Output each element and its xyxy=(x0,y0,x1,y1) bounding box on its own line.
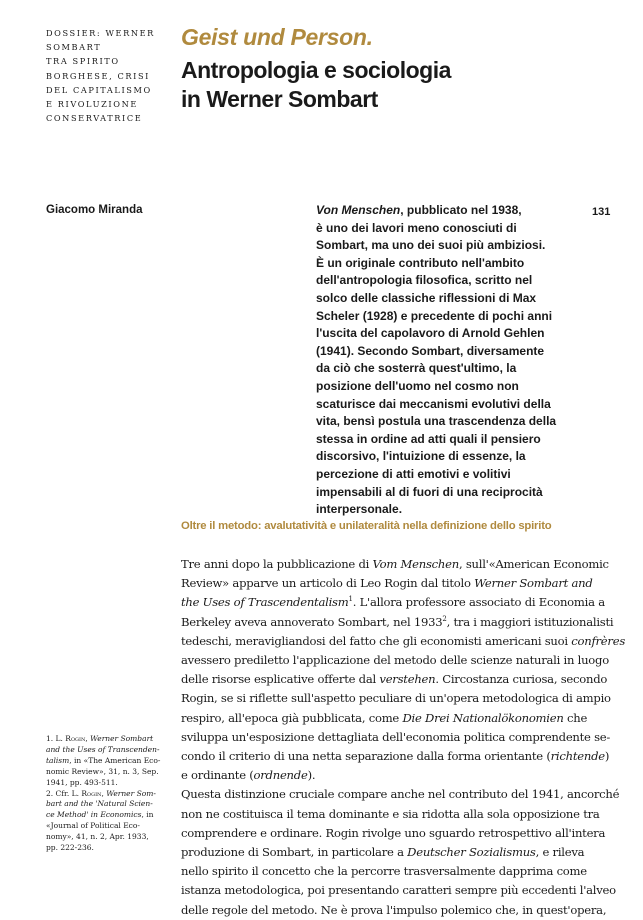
footnote-line: 2. Cfr. L. Rogin, Werner Som- xyxy=(46,788,156,798)
body-line: Berkeley aveva annoverato Sombart, nel 1933$^2$, tra i maggiori istituzionalisti xyxy=(181,614,614,629)
abstract-line: posizione dell'uomo nel cosmo non xyxy=(316,378,519,393)
article-subtitle xyxy=(181,56,451,114)
body-line: comprendere e ordinare. Rogin rivolge uno sguardo retrospettivo all'intera xyxy=(181,825,606,840)
dossier-line: DOSSIER: WERNER xyxy=(46,28,155,38)
dossier-line: TRA SPIRITO xyxy=(46,56,120,67)
abstract-line: da ciò che sosterrà quest'ultimo, la xyxy=(316,361,517,376)
footnote-line: talism, in «The American Eco- xyxy=(46,755,161,765)
abstract xyxy=(316,202,576,519)
abstract-italic: Von Menschen xyxy=(316,203,401,217)
abstract-line: è uno dei lavori meno conosciuti di xyxy=(316,220,517,235)
footnote-line: and the Uses of Transcenden- xyxy=(46,744,160,754)
dossier-line: BORGHESE, CRISI xyxy=(46,70,151,81)
body-line: nello spirito il concetto che la percorre trasversalmente dapprima come xyxy=(181,864,587,879)
body-line: Rogin, se si riflette sull'aspetto peculiare di un'opera metodologica di ampio xyxy=(181,691,611,706)
body-line: produzione di Sombart, in particolare a Deutscher Sozialismus, e rileva xyxy=(181,845,585,860)
abstract-line: Sombart, ma uno dei suoi più ambiziosi. xyxy=(316,238,546,253)
abstract-line: percezione di atti emotivi e volitivi xyxy=(316,466,511,481)
footnote-line: nomic Review», 31, n. 3, Sep. xyxy=(46,766,159,776)
page-number: 131 xyxy=(592,206,611,218)
body-line: tedeschi, meravigliandosi del fatto che gli economisti americani suoi confrères xyxy=(181,633,626,648)
footnote-line: 1941, pp. 493-511. xyxy=(46,777,118,787)
body-line: respiro, all'epoca già pubblicata, come Die Drei Nationalökonomien che xyxy=(181,710,588,725)
footnote-line: 1. L. Rogin, Werner Sombart xyxy=(46,734,154,743)
body-line: delle risorse esplicative offerte dal verstehen. Circostanza curiosa, secondo xyxy=(181,672,608,687)
footnote-ref[interactable]: 1 xyxy=(348,595,353,604)
footnote-line: nomy», 41, n. 2, Apr. 1933, xyxy=(46,832,149,842)
abstract-line: vita, bensì postula una trascendenza della xyxy=(316,414,557,429)
footnote-line: bart and the 'Natural Scien- xyxy=(46,799,153,809)
section-heading: Oltre il metodo: avalutatività e unilateralità nella definizione dello spirito xyxy=(181,520,552,532)
abstract-text: , pubblicato nel 1938, xyxy=(400,203,522,217)
dossier-line: E RIVOLUZIONE xyxy=(46,99,138,110)
abstract-line: Scheler (1928) e precedente di pochi anni xyxy=(316,308,553,323)
abstract-line: l'uscita del capolavoro di Arnold Gehlen xyxy=(316,326,545,341)
body-line: sviluppa un'esposizione dettagliata dell'economia politica comprendente se- xyxy=(181,729,611,744)
abstract-line: interpersonale. xyxy=(316,502,403,517)
abstract-line: discorsivo, l'intuizione di essenze, la xyxy=(316,449,526,464)
abstract-line: scaturisce dai meccanismi evolutivi della xyxy=(316,396,551,411)
body-line: Review» apparve un articolo di Leo Rogin dal titolo Werner Sombart and xyxy=(181,576,593,591)
footnote-line: ce Method' in Economics, in xyxy=(46,810,154,820)
article-title: Geist und Person. xyxy=(181,24,373,50)
body-line: istanza metodologica, poi presentando caratteri sempre più eccedenti l'alveo xyxy=(181,883,616,898)
body-line: delle regole del metodo. Ne è prova l'impulso polemico che, in quest'opera, xyxy=(181,902,607,917)
author-name: Giacomo Miranda xyxy=(46,204,143,216)
body-line: avessero prediletto l'applicazione del metodo delle scienze naturali in luogo xyxy=(181,653,609,668)
subtitle-line: Antropologia e sociologia xyxy=(181,57,451,83)
dossier-line: DEL CAPITALISMO xyxy=(46,84,152,95)
dossier-line: CONSERVATRICE xyxy=(46,113,143,124)
abstract-line: È un originale contributo nell'ambito xyxy=(316,255,525,270)
abstract-line: solco delle classiche riflessioni di Max xyxy=(316,290,537,305)
abstract-line: dell'antropologia filosofica, scritto nel xyxy=(316,273,533,288)
body-line: condo il criterio di una netta separazione dalla forma orientante (richtende) xyxy=(181,749,610,764)
footnote-line: «Journal of Political Eco- xyxy=(46,821,140,831)
body-line: the Uses of Trascendentalism$^1$. L'allora professore associato di Economia a xyxy=(181,595,605,610)
subtitle-line: in Werner Sombart xyxy=(181,86,378,112)
abstract-line: stessa in ordine ad atti quali il pensiero xyxy=(316,431,541,446)
footnotes xyxy=(46,734,172,854)
body-text xyxy=(181,555,626,920)
dossier-label xyxy=(46,26,166,125)
body-line: e ordinante (ordnende). xyxy=(181,768,316,783)
body-line: non ne costituisca il tema dominante e sia ridotta alla sola opposizione tra xyxy=(181,806,600,821)
abstract-line: impensabili al di fuori di una reciprocità xyxy=(316,484,543,499)
footnote-line: pp. 222-236. xyxy=(46,843,94,853)
dossier-line: SOMBART xyxy=(46,42,102,53)
body-line: Questa distinzione cruciale compare anche nel contributo del 1941, ancorché xyxy=(181,787,620,802)
body-line: Tre anni dopo la pubblicazione di Vom Menschen, sull'«American Economic xyxy=(181,557,609,571)
footnote-ref[interactable]: 2 xyxy=(442,614,447,623)
abstract-line xyxy=(316,202,576,220)
abstract-line: (1941). Secondo Sombart, diversamente xyxy=(316,343,545,358)
